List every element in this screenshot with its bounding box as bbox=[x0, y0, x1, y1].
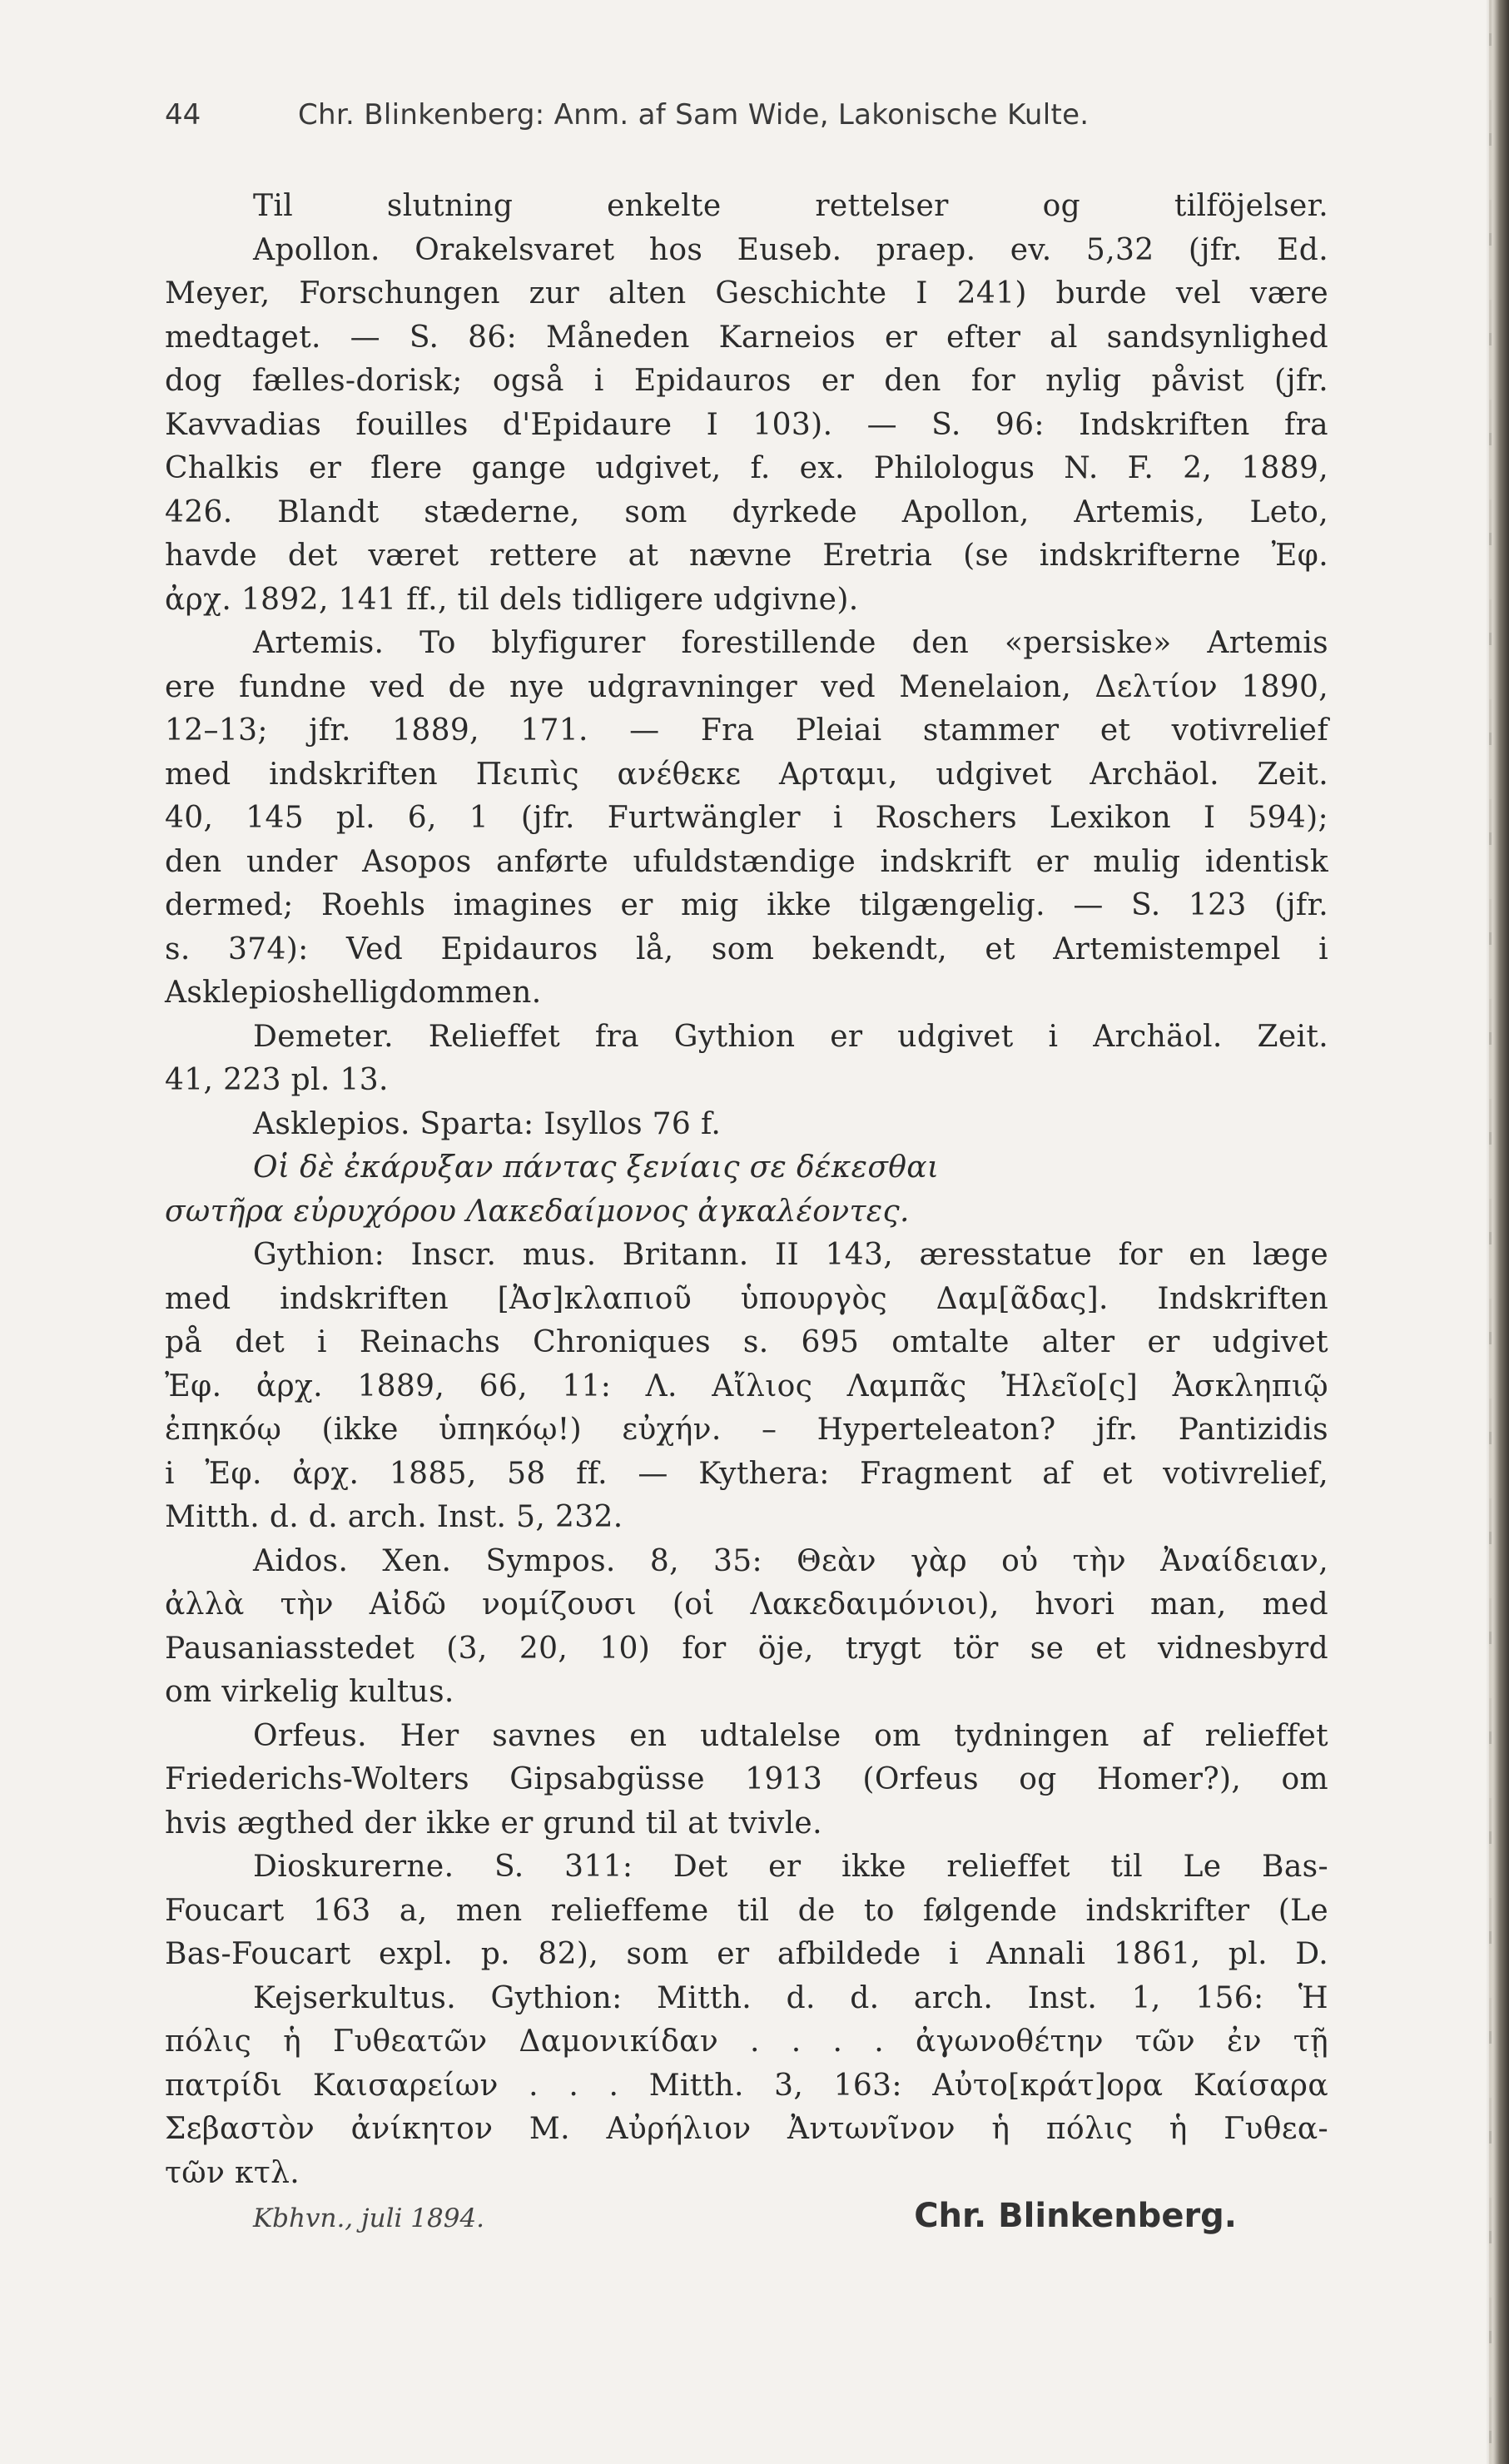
text-line: ere fundne ved de nye udgravninger ved Menelaion, Δελτίον 1890, bbox=[165, 669, 1328, 704]
text-line: πόλις ἡ Γυθεατῶν Δαμονικίδαν . . . . ἀγωνοθέτην τῶν ἐν τῇ bbox=[165, 2024, 1328, 2059]
place-date: Kbhvn., juli 1894. bbox=[253, 2203, 485, 2233]
text-line: Dioskurerne. S. 311: Det er ikke relieffet til Le Bas- bbox=[253, 1850, 1328, 1884]
text-line: Kavvadias fouilles d'Epidaure I 103). — S. 96: Indskriften fra bbox=[165, 407, 1328, 442]
text-line: Asklepios. Sparta: Isyllos 76 f. bbox=[253, 1106, 722, 1141]
page-header bbox=[165, 93, 1413, 143]
text-line: ἐπηκόῳ (ikke ὑπηκόῳ!) εὐχήν. – Hyperteleaton? jfr. Pantizidis bbox=[165, 1413, 1328, 1447]
text-line: i Ἐφ. ἀρχ. 1885, 58 ff. — Kythera: Fragment af et votivrelief, bbox=[165, 1456, 1328, 1491]
greek-verse-line: Οἱ δὲ ἐκάρυξαν πάντας ξενίαις σε δέκεσθαι bbox=[253, 1150, 940, 1185]
text-line: om virkelig kultus. bbox=[165, 1675, 454, 1709]
text-line: Orfeus. Her savnes en udtalelse om tydningen af relieffet bbox=[253, 1718, 1328, 1753]
text-line: havde det været rettere at nævne Eretria (se indskrifterne Ἐφ. bbox=[165, 539, 1328, 573]
greek-verse-line: σωτῆρα εὐρυχόρου Λακεδαίμονος ἀγκαλέοντες. bbox=[165, 1194, 910, 1229]
text-line: Ἐφ. ἀρχ. 1889, 66, 11: Λ. Αἴλιος Λαμπᾶς Ἠλεῖο[ς] Ἀσκληπιῷ bbox=[165, 1369, 1328, 1403]
text-line: s. 374): Ved Epidauros lå, som bekendt, et Artemistempel i bbox=[165, 931, 1328, 966]
text-line: Bas-Foucart expl. p. 82), som er afbildede i Annali 1861, pl. D. bbox=[165, 1937, 1328, 1971]
text-line: Mitth. d. d. arch. Inst. 5, 232. bbox=[165, 1500, 623, 1534]
text-line: Gythion: Inscr. mus. Britann. II 143, æresstatue for en læge bbox=[253, 1238, 1328, 1272]
text-line: Demeter. Relieffet fra Gythion er udgivet i Archäol. Zeit. bbox=[253, 1019, 1328, 1054]
author-signature: Chr. Blinkenberg. bbox=[914, 2197, 1237, 2235]
text-line: 40, 145 pl. 6, 1 (jfr. Furtwängler i Roschers Lexikon I 594); bbox=[165, 801, 1328, 835]
text-line: Meyer, Forschungen zur alten Geschichte I 241) burde vel være bbox=[165, 276, 1328, 310]
text-line: Asklepioshelligdommen. bbox=[165, 976, 542, 1010]
text-line: ἀλλὰ τὴν Αἰδῶ νομίζουσι (οἱ Λακεδαιμόνιοι), hvori man, med bbox=[165, 1587, 1328, 1622]
text-line: Pausaniasstedet (3, 20, 10) for öje, trygt tör se et vidnesbyrd bbox=[165, 1631, 1328, 1666]
running-head: Chr. Blinkenberg: Anm. af Sam Wide, Lakonische Kulte. bbox=[298, 98, 1090, 132]
text-line: dog fælles-dorisk; også i Epidauros er den for nylig påvist (jfr. bbox=[165, 364, 1328, 398]
text-line: 426. Blandt stæderne, som dyrkede Apollon, Artemis, Leto, bbox=[165, 494, 1328, 529]
page-number: 44 bbox=[165, 98, 201, 132]
text-line: Foucart 163 a, men relieffeme til de to følgende indskrifter (Le bbox=[165, 1893, 1328, 1928]
text-line: dermed; Roehls imagines er mig ikke tilgængelig. — S. 123 (jfr. bbox=[165, 888, 1328, 922]
text-line: med indskriften [Ἀσ]κλαπιοῦ ὑπουργὸς Δαμ[ᾶδας]. Indskriften bbox=[165, 1281, 1328, 1316]
text-line: 41, 223 pl. 13. bbox=[165, 1063, 389, 1097]
text-line: hvis ægthed der ikke er grund til at tvivle. bbox=[165, 1806, 822, 1841]
text-line: Til slutning enkelte rettelser og tilföjelser. bbox=[253, 189, 1328, 223]
text-line: Chalkis er flere gange udgivet, f. ex. Philologus N. F. 2, 1889, bbox=[165, 451, 1328, 485]
page-edge-shadow bbox=[1486, 0, 1509, 2464]
text-line: πατρίδι Καισαρείων . . . Mitth. 3, 163: Αὐτο[κράτ]ορα Καίσαρα bbox=[165, 2068, 1328, 2103]
text-line: med indskriften Πειπὶς ανέθεκε Αρταμι, udgivet Archäol. Zeit. bbox=[165, 757, 1328, 792]
text-line: Artemis. To blyfigurer forestillende den «persiske» Artemis bbox=[253, 626, 1328, 660]
text-line: τῶν κτλ. bbox=[165, 2155, 300, 2190]
text-line: ἀρχ. 1892, 141 ff., til dels tidligere udgivne). bbox=[165, 582, 859, 617]
text-line: 12–13; jfr. 1889, 171. — Fra Pleiai stammer et votivrelief bbox=[165, 713, 1328, 748]
text-line: på det i Reinachs Chroniques s. 695 omtalte alter er udgivet bbox=[165, 1325, 1328, 1359]
text-line: den under Asopos anførte ufuldstændige indskrift er mulig identisk bbox=[165, 844, 1328, 879]
signoff bbox=[165, 2197, 1328, 2247]
text-line: Friederichs-Wolters Gipsabgüsse 1913 (Orfeus og Homer?), om bbox=[165, 1762, 1328, 1796]
text-line: Apollon. Orakelsvaret hos Euseb. praep. ev. 5,32 (jfr. Ed. bbox=[253, 232, 1328, 267]
text-line: Aidos. Xen. Sympos. 8, 35: Θεὰν γὰρ οὐ τὴν Ἀναίδειαν, bbox=[253, 1543, 1328, 1578]
text-line: Σεβαστὸν ἀνίκητον Μ. Αὐρήλιον Ἀντωνῖνον ἡ πόλις ἡ Γυθεα- bbox=[165, 2112, 1328, 2146]
body-text bbox=[165, 185, 1328, 2247]
text-line: medtaget. — S. 86: Måneden Karneios er efter al sandsynlighed bbox=[165, 320, 1328, 355]
text-line: Kejserkultus. Gythion: Mitth. d. d. arch. Inst. 1, 156: Ἡ bbox=[253, 1980, 1328, 2015]
